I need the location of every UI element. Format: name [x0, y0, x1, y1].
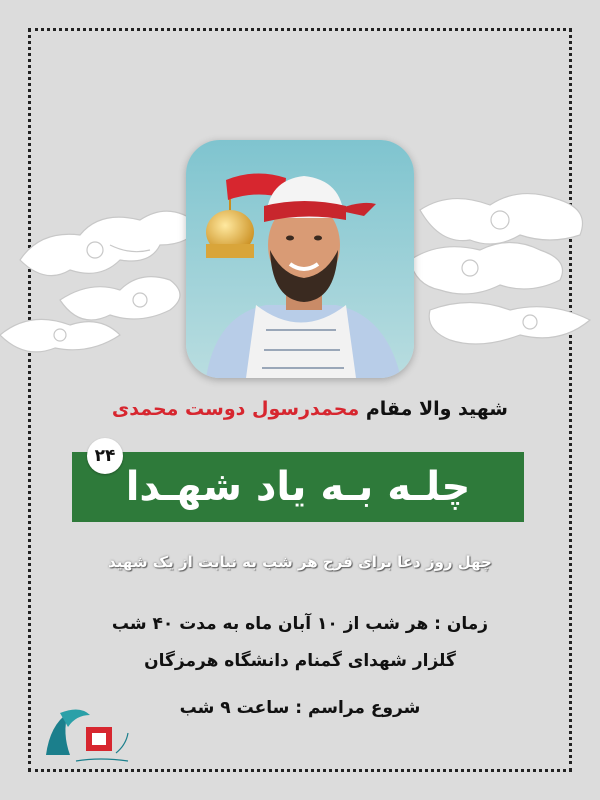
event-banner — [72, 452, 524, 522]
subtitle: چهل روز دعا برای فرج هر شب به نیابت از یک شهید — [108, 553, 492, 571]
martyr-name: محمدرسول دوست محمدی — [111, 398, 360, 420]
martyr-title — [112, 398, 508, 420]
place-info: گلزار شهدای گمنام دانشگاه هرمزگان — [144, 651, 456, 671]
university-logo-icon — [40, 705, 132, 765]
start-info: شروع مراسم : ساعت ۹ شب — [179, 698, 421, 718]
banner-text: چلـه بـه یاد شهـدا — [125, 464, 471, 510]
night-number-badge: ۲۴ — [87, 438, 123, 474]
title-prefix: شهید والا مقام — [359, 398, 508, 420]
time-info: زمان : هر شب از ۱۰ آبان ماه به مدت ۴۰ شب — [111, 614, 489, 634]
martyr-portrait — [186, 140, 414, 378]
